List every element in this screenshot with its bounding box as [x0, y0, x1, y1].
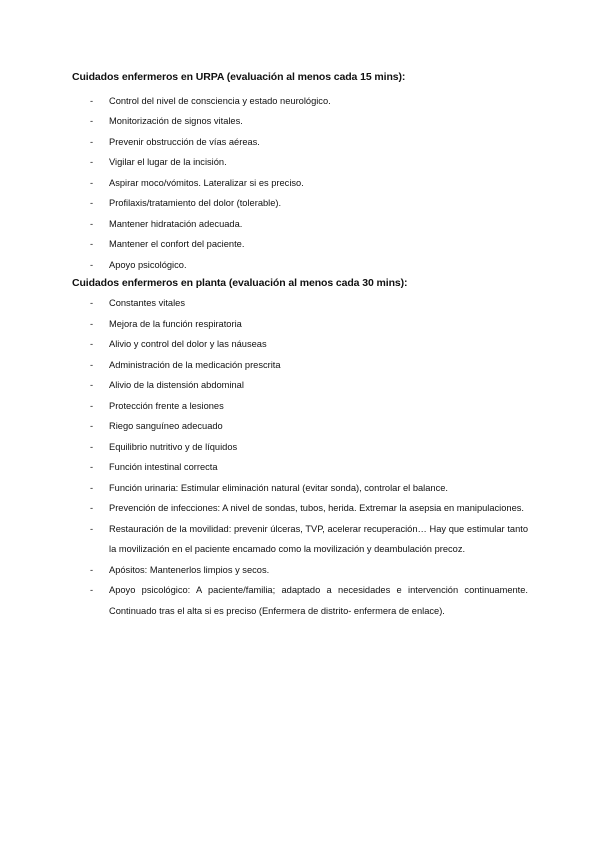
list-item — [90, 478, 528, 499]
list-item — [90, 457, 528, 478]
list-item-text: Restauración de la movilidad: prevenir úlceras, TVP, acelerar recuperación… Hay que estimular tanto la movilización en el paciente encamado como la movilización y deambulación precoz. — [109, 523, 528, 554]
list-item-text: Monitorización de signos vitales. — [109, 116, 243, 126]
list-item — [90, 396, 528, 417]
list-item-text: Función urinaria: Estimular eliminación natural (evitar sonda), controlar el balance. — [109, 482, 448, 493]
bullet-dash: - — [90, 157, 94, 167]
list-item-text: Apoyo psicológico. — [109, 259, 187, 270]
bullet-dash: - — [90, 339, 94, 349]
list-item-text: Apósitos: Mantenerlos limpios y secos. — [109, 564, 270, 575]
list-item — [90, 173, 528, 194]
bullet-dash: - — [90, 116, 94, 126]
list-item — [90, 355, 528, 376]
list-item-text: Alivio y control del dolor y las náuseas — [109, 339, 267, 349]
list-item-text: Alivio de la distensión abdominal — [109, 380, 244, 390]
list-item — [90, 132, 528, 153]
list-item — [90, 193, 528, 214]
list-item-text: Profilaxis/tratamiento del dolor (tolerable). — [109, 198, 282, 208]
list-item — [90, 234, 528, 255]
bullet-dash: - — [90, 359, 94, 370]
bullet-dash: - — [90, 298, 94, 308]
list-item — [90, 580, 528, 621]
bullet-dash: - — [90, 318, 94, 329]
bullet-dash: - — [90, 482, 94, 493]
section-heading-urpa: Cuidados enfermeros en URPA (evaluación al menos cada 15 mins): — [72, 71, 406, 83]
list-item-text: Mantener hidratación adecuada. — [109, 218, 243, 229]
list-item — [90, 314, 528, 335]
list-item-text: Mantener el confort del paciente. — [109, 239, 245, 249]
bullet-dash: - — [90, 421, 94, 431]
list-item-text: Función intestinal correcta — [109, 462, 218, 472]
bullet-dash: - — [90, 136, 94, 147]
list-planta — [0, 293, 600, 621]
bullet-dash: - — [90, 503, 94, 513]
list-item-text: Protección frente a lesiones — [109, 400, 224, 411]
list-item-text: Prevenir obstrucción de vías aéreas. — [109, 136, 260, 147]
bullet-dash: - — [90, 198, 94, 208]
list-item — [90, 334, 528, 355]
list-item — [90, 255, 528, 276]
bullet-dash: - — [90, 585, 94, 595]
bullet-dash: - — [90, 259, 94, 270]
list-item — [90, 498, 528, 519]
list-item-text: Prevención de infecciones: A nivel de sondas, tubos, herida. Extremar la asepsia en manipulaciones. — [109, 503, 524, 513]
list-item — [90, 437, 528, 458]
list-item-text: Mejora de la función respiratoria — [109, 318, 242, 329]
list-item — [90, 416, 528, 437]
list-item-text: Aspirar moco/vómitos. Lateralizar si es preciso. — [109, 177, 304, 188]
list-item — [90, 214, 528, 235]
list-urpa — [0, 91, 600, 276]
list-item — [90, 560, 528, 581]
bullet-dash: - — [90, 380, 94, 390]
bullet-dash: - — [90, 400, 94, 411]
bullet-dash: - — [90, 462, 94, 472]
list-item-text: Administración de la medicación prescrita — [109, 359, 281, 370]
list-item-text: Equilibrio nutritivo y de líquidos — [109, 441, 238, 452]
bullet-dash: - — [90, 564, 94, 575]
list-item — [90, 111, 528, 132]
list-item-text: Vigilar el lugar de la incisión. — [109, 157, 227, 167]
list-item-text: Constantes vitales — [109, 298, 185, 308]
list-item — [90, 293, 528, 314]
list-item-text: Apoyo psicológico: A paciente/familia; adaptado a necesidades e intervención continuamente. Continuado tras el alta si es preciso (Enfermera de distrito- enfermera de enlace). — [109, 585, 528, 616]
list-item-text: Control del nivel de consciencia y estado neurológico. — [109, 95, 331, 106]
bullet-dash: - — [90, 441, 94, 452]
section-heading-planta: Cuidados enfermeros en planta (evaluación al menos cada 30 mins): — [72, 277, 408, 289]
bullet-dash: - — [90, 218, 94, 229]
list-item-text: Riego sanguíneo adecuado — [109, 421, 223, 431]
section-urpa — [0, 70, 600, 275]
list-item — [90, 152, 528, 173]
bullet-dash: - — [90, 239, 94, 249]
bullet-dash: - — [90, 177, 94, 188]
bullet-dash: - — [90, 523, 94, 534]
section-planta — [0, 276, 600, 621]
bullet-dash: - — [90, 95, 94, 106]
list-item — [90, 375, 528, 396]
list-item — [90, 519, 528, 560]
list-item — [90, 91, 528, 112]
